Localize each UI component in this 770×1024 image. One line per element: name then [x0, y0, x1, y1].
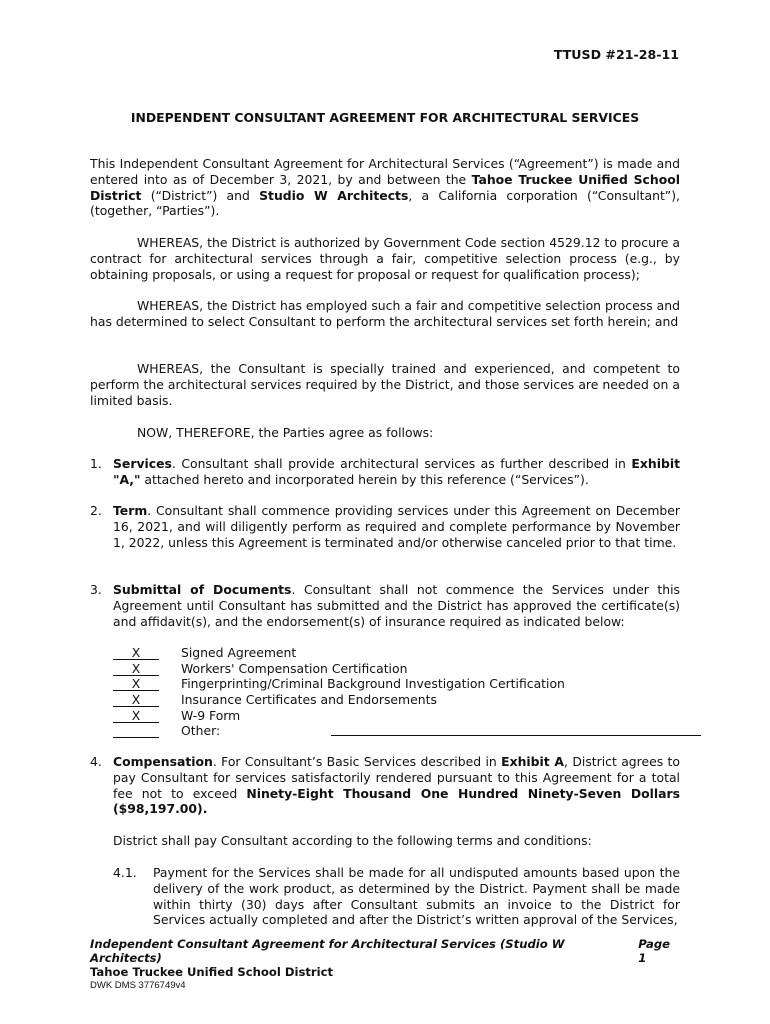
- section-1-services: [90, 456, 680, 488]
- section-text-continued: attached hereto and incorporated herein by this reference (“Services”).: [140, 471, 589, 487]
- section-number: 3.: [90, 582, 102, 597]
- section-heading: Submittal of Documents: [113, 582, 292, 597]
- checklist-item: [113, 645, 297, 661]
- checklist-mark: X: [113, 676, 159, 691]
- checklist-mark: [113, 723, 159, 738]
- checklist-label: Insurance Certificates and Endorsements: [181, 692, 437, 707]
- page-number: Page 1: [638, 937, 671, 965]
- exhibit-reference: Exhibit "A,": [113, 456, 680, 487]
- document-title: INDEPENDENT CONSULTANT AGREEMENT FOR ARCHITECTURAL SERVICES: [130, 110, 640, 125]
- footer-document-id: DWK DMS 3776749v4: [90, 980, 186, 991]
- district-name: Tahoe Truckee Unified School District: [90, 171, 680, 203]
- section-body: [113, 503, 680, 550]
- section-3-submittal: [90, 582, 680, 629]
- intro-text-1: This Independent Consultant Agreement for Architectural Services (“Agreement”) is made and entered into as of December 3, 2021, by and between the: [90, 156, 680, 187]
- whereas-paragraph-2: WHEREAS, the District has employed such a fair and competitive selection process and has determined to select Consultant to perform the architectural services set forth herein; and: [90, 298, 680, 329]
- footer-district-name: Tahoe Truckee Unified School District: [90, 965, 333, 979]
- footer-line-1: [90, 937, 682, 965]
- section-body: [113, 754, 680, 817]
- subsection-number: 4.1.: [113, 865, 137, 880]
- payment-terms-intro: District shall pay Consultant according to the following terms and conditions:: [113, 833, 592, 848]
- section-heading: Term: [113, 503, 148, 518]
- section-number: 4.: [90, 754, 102, 769]
- footer-agreement-title: Independent Consultant Agreement for Architectural Services (Studio W Architects): [90, 937, 565, 965]
- other-fill-line: [331, 735, 701, 736]
- checklist-label: Workers' Compensation Certification: [181, 661, 408, 676]
- section-text: . Consultant shall commence providing services under this Agreement on December 16, 2021, and will diligently perform as required and complete performance by November 1, 2022, unless this Agreement is terminated and/or otherwise canceled prior to that time.: [113, 503, 680, 550]
- section-text: . Consultant shall not commence the Services under this Agreement until Consultant has submitted and the District has approved the certificate(s) and affidavit(s), and the endorsement(s) of insurance required as indicated below:: [113, 582, 681, 629]
- checklist-item: [113, 661, 408, 677]
- section-text: . For Consultant’s Basic Services described in: [212, 754, 502, 769]
- consultant-name: Studio W Architects: [259, 187, 409, 203]
- intro-text-2: (“District”) and: [141, 187, 260, 203]
- subsection-text: Payment for the Services shall be made for all undisputed amounts based upon the delivery of the work product, as determined by the District. Payment shall be made within thirty (30) days after Consultant submits an invoice to the District for Services actually completed and after the District’s written approval of the Services,: [153, 865, 680, 928]
- now-therefore-paragraph: NOW, THEREFORE, the Parties agree as follows:: [137, 425, 434, 440]
- intro-text-3: , a California corporation (“Consultant”), (together, “Parties”).: [90, 187, 680, 219]
- section-number: 1.: [90, 456, 102, 471]
- checklist-label: Fingerprinting/Criminal Background Investigation Certification: [181, 676, 565, 691]
- checklist-item: [113, 692, 437, 708]
- whereas-paragraph-3: WHEREAS, the Consultant is specially trained and experienced, and competent to perform the architectural services required by the District, and those services are needed on a limited basis.: [90, 361, 680, 408]
- section-text: . Consultant shall provide architectural services as further described in: [171, 456, 632, 471]
- checklist-mark: X: [113, 661, 159, 676]
- page-footer: [90, 937, 682, 992]
- checklist-label: Other:: [181, 723, 221, 738]
- checklist-mark: X: [113, 708, 159, 723]
- section-heading: Compensation: [113, 754, 213, 769]
- section-number: 2.: [90, 503, 102, 518]
- checklist-item: [113, 676, 565, 692]
- whereas-paragraph-1: WHEREAS, the District is authorized by Government Code section 4529.12 to procure a contract for architectural services through a fair, competitive selection process (e.g., by obtaining proposals, or using a request for proposal or request for qualification process);: [90, 235, 680, 282]
- checklist-label: Signed Agreement: [181, 645, 297, 660]
- checklist-item-other: [113, 723, 713, 739]
- section-text-continued: , District agrees to pay Consultant for services satisfactorily rendered pursuant to this Agreement for a total fee not to exceed: [113, 754, 680, 801]
- intro-paragraph: [90, 156, 680, 219]
- checklist-label: W-9 Form: [181, 708, 241, 723]
- document-reference-number: TTUSD #21-28-11: [553, 47, 679, 62]
- subsection-4-1: [113, 865, 680, 928]
- exhibit-reference: Exhibit A: [501, 754, 565, 769]
- section-body: [113, 456, 680, 488]
- section-4-compensation: [90, 754, 680, 817]
- section-body: [113, 582, 680, 629]
- checklist-mark: X: [113, 645, 159, 660]
- section-heading: Services: [113, 456, 172, 471]
- section-2-term: [90, 503, 680, 550]
- checklist-mark: X: [113, 692, 159, 707]
- compensation-amount: Ninety-Eight Thousand One Hundred Ninety-Seven Dollars ($98,197.00).: [113, 785, 680, 817]
- checklist-item: [113, 708, 241, 724]
